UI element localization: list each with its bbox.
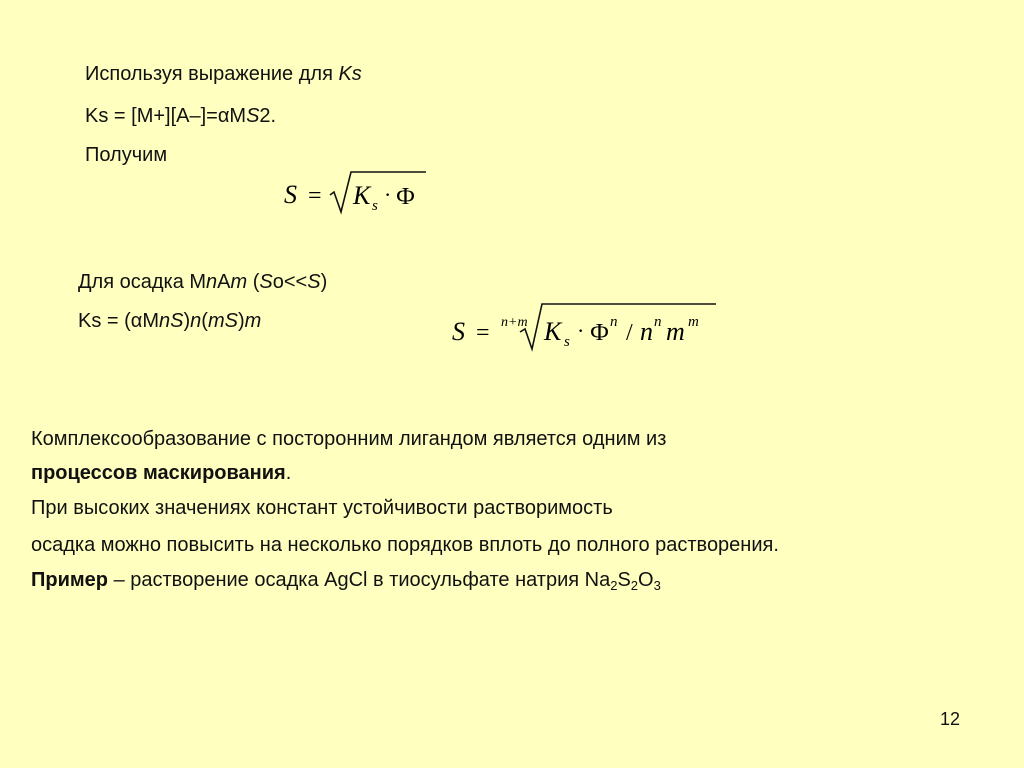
solubility-increase-line [31,533,779,557]
ks-general-line [78,309,261,333]
complexation-line-2 [31,461,291,485]
example-sub-3: 3 [653,578,661,593]
precipitate-s2: S [307,271,321,293]
ks-general-ms: mS [207,310,238,332]
formula2-dot: · [577,318,585,343]
ks-expression-tail: 2. [259,105,277,127]
masking-term: процессов маскирования [31,462,286,484]
formula1-dot: · [384,182,392,207]
solubility-formula-2 [448,298,728,359]
formula2-n-exp: n [654,314,662,330]
formula2-n: n [640,317,653,346]
precipitate-s: S [259,271,273,293]
formula2-eq: = [476,320,490,346]
formula1-ksub: s [372,198,378,214]
formula2-s: S [452,317,465,346]
formula2-index: n+m [501,315,528,330]
ks-general-start: Ks = ( [78,310,131,332]
formula1-s: S [284,180,297,209]
ks-general-ns: nS [159,310,184,332]
alpha-symbol: α [217,105,230,127]
ks-intro-line [85,62,362,86]
ks-expression-line [85,104,276,128]
stability-line [31,496,613,520]
ks-general-close2: ) [237,310,245,332]
formula2-slash: / [626,320,633,346]
formula2-m-exp: m [688,314,699,330]
we-get-line [85,143,167,167]
ks-general-open2: ( [201,310,208,332]
complexation-period: . [285,462,292,484]
example-s: S [617,569,631,591]
formula2-ksub: s [564,334,570,350]
ks-general-m-exp: m [244,310,262,332]
formula2-k: K [544,317,562,346]
example-label: Пример [31,569,109,591]
precipitate-a: A [217,271,231,293]
ks-expression-start: Ks = [M+][A–]= [85,105,218,127]
precipitate-m: m [230,271,248,293]
precipitate-text: Для осадка M [78,271,207,293]
ks-symbol: Ks [338,63,362,85]
solubility-formula-1 [280,168,440,223]
page-number: 12 [940,709,961,729]
formula2-phi-exp: n [610,314,618,330]
ks-general-n: n [190,310,202,332]
formula1-k: K [353,181,371,210]
stability-text: При высоких значениях констант устойчивости растворимость [31,497,613,519]
s-symbol: S [246,105,260,127]
example-sub-1: 2 [610,578,618,593]
precipitate-n: n [206,271,218,293]
example-text: – растворение осадка AgCl в тиосульфате натрия Na [108,569,611,591]
example-line [31,568,661,592]
example-o: O [638,569,654,591]
precipitate-close: ) [320,271,328,293]
precipitate-line [78,270,327,294]
precipitate-open: ( [247,271,260,293]
solubility-increase-text: осадка можно повысить на несколько порядков вплоть до полного растворения. [31,534,779,556]
ks-general-m: M [142,310,160,332]
formula2-phi: Ф [590,320,609,346]
ks-general-close1: ) [183,310,191,332]
m-symbol: M [229,105,247,127]
precipitate-cmp: o<< [272,271,308,293]
we-get-text: Получим [85,144,168,166]
ks-intro-text: Используя выражение для [85,63,339,85]
formula1-eq: = [308,183,322,209]
example-sub-2: 2 [630,578,639,593]
ks-general-alpha: α [130,310,143,332]
complexation-text-1: Комплексообразование с посторонним лигандом является одним из [31,428,667,450]
formula1-phi: Ф [396,184,415,210]
formula2-m: m [666,317,685,346]
complexation-line-1 [31,427,666,451]
